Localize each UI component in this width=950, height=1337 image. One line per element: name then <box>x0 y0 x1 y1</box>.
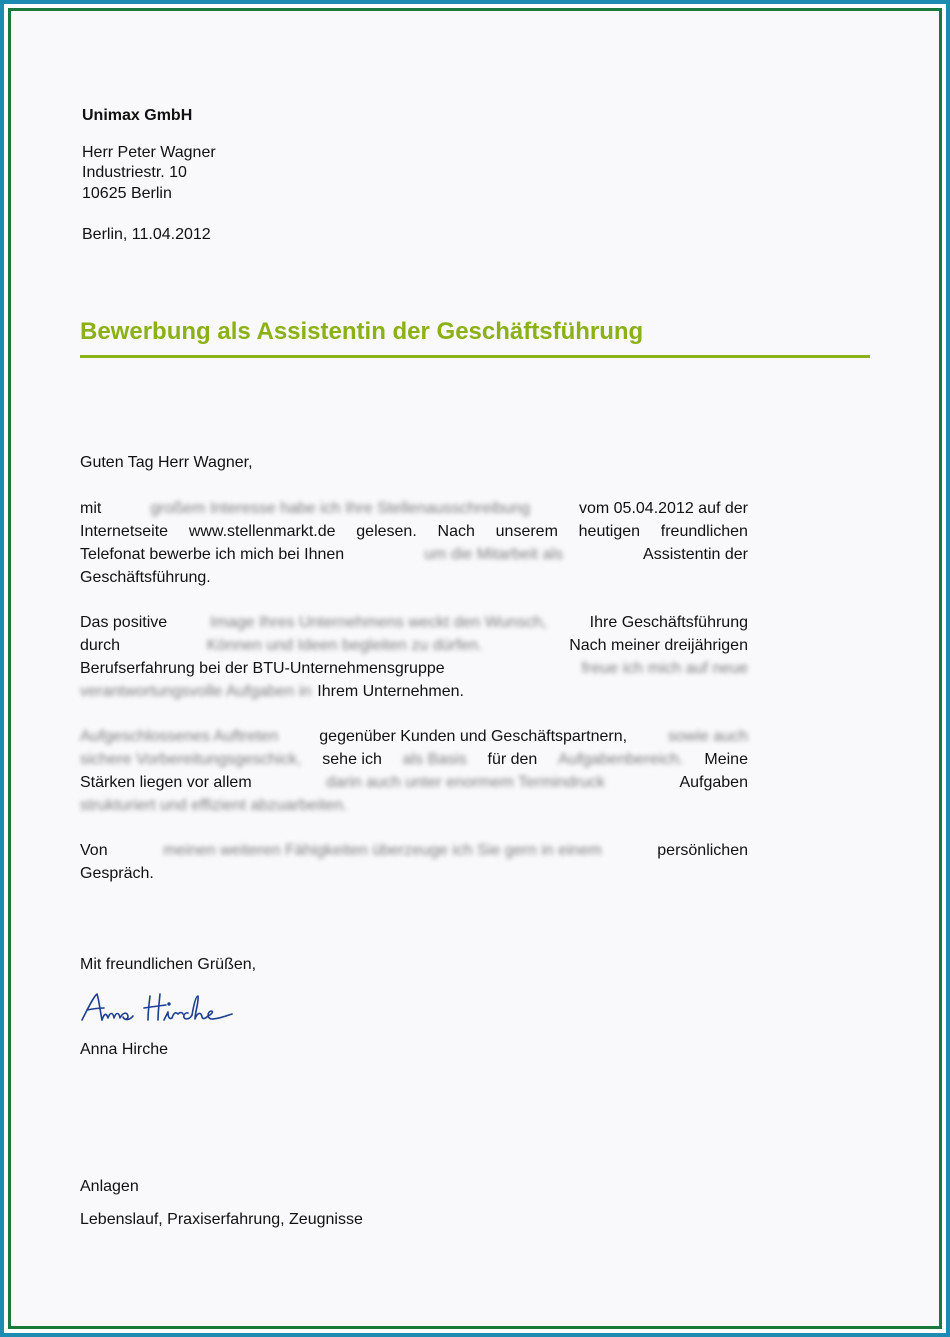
date-line: Berlin, 11.04.2012 <box>82 226 211 243</box>
redacted-text: Aufgabenbereich. <box>558 751 684 768</box>
attachments-list: Lebenslauf, Praxiserfahrung, Zeugnisse <box>80 1211 363 1228</box>
paragraph-1-line-3 <box>80 543 748 566</box>
recipient-street: Industriestr. 10 <box>82 164 187 181</box>
paragraph-1-line-2 <box>80 520 748 543</box>
redacted-text: strukturiert und effizient abzuarbeiten. <box>80 797 348 814</box>
text-segment: Geschäftsführung. <box>80 569 211 586</box>
paragraph-3-line-2 <box>80 748 748 771</box>
handwritten-signature <box>78 990 248 1030</box>
paragraph-2-line-1 <box>80 611 748 634</box>
paragraph-3-line-3 <box>80 771 748 794</box>
text-segment: Ihre Geschäftsführung <box>589 614 748 631</box>
redacted-text: als Basis <box>402 751 467 768</box>
recipient-city: 10625 Berlin <box>82 185 172 202</box>
word: www.stellenmarkt.de <box>188 523 336 540</box>
text-segment: für den <box>487 751 538 768</box>
text-segment: Telefonat bewerbe ich mich bei Ihnen <box>80 546 345 563</box>
word: gelesen. <box>356 523 417 540</box>
text-segment: mit <box>80 500 102 517</box>
redacted-text: Image Ihres Unternehmens weckt den Wunsch, <box>210 614 547 631</box>
word: Internetseite <box>80 523 169 540</box>
signer-name: Anna Hirche <box>80 1041 169 1058</box>
closing: Mit freundlichen Grüßen, <box>80 956 257 973</box>
subject-underline <box>80 355 870 358</box>
redacted-text: großem Interesse habe ich Ihre Stellenausschreibung <box>150 500 531 517</box>
paragraph-3-line-1 <box>80 725 748 748</box>
text-segment: Aufgaben <box>679 774 748 791</box>
paragraph-2-line-4 <box>80 680 748 703</box>
text-segment: gegenüber Kunden und Geschäftspartnern, <box>319 728 628 745</box>
paragraph-4-line-1 <box>80 839 748 862</box>
word: freundlichen <box>660 523 748 540</box>
text-segment: Berufserfahrung bei der BTU-Unternehmensgruppe <box>80 660 445 677</box>
text-segment: Assistentin der <box>643 546 748 563</box>
redacted-text: sowie auch <box>667 728 748 745</box>
text-segment: Stärken liegen vor allem <box>80 774 252 791</box>
paragraph-3-line-4 <box>80 794 748 817</box>
paragraph-3 <box>80 725 748 817</box>
redacted-text: verantwortungsvolle Aufgaben in <box>80 683 312 700</box>
word: unserem <box>495 523 558 540</box>
word: heutigen <box>578 523 641 540</box>
recipient-name: Herr Peter Wagner <box>82 144 216 161</box>
text-segment: Das positive <box>80 614 168 631</box>
redacted-text: Können und Ideen begleiten zu dürfen. <box>206 637 483 654</box>
text-segment: Gespräch. <box>80 865 154 882</box>
paragraph-1-line-1 <box>80 497 748 520</box>
paragraph-1-line-4 <box>80 566 748 589</box>
paragraph-2 <box>80 611 748 703</box>
text-segment: persönlichen <box>657 842 748 859</box>
redacted-text: sichere Vorbereitungsgeschick, <box>80 751 302 768</box>
company-name: Unimax GmbH <box>82 107 193 124</box>
text-segment: vom 05.04.2012 auf der <box>578 500 748 517</box>
redacted-text: darin auch unter enormem Termindruck <box>326 774 606 791</box>
text-segment: Nach meiner dreijährigen <box>569 637 748 654</box>
word: Nach <box>437 523 475 540</box>
redacted-text: freue ich mich auf neue <box>581 660 748 677</box>
subject-heading: Bewerbung als Assistentin der Geschäftsführung <box>80 318 644 345</box>
text-segment: Meine <box>704 751 748 768</box>
salutation: Guten Tag Herr Wagner, <box>80 454 253 471</box>
paragraph-2-line-3 <box>80 657 748 680</box>
text-segment: Ihrem Unternehmen. <box>317 683 464 700</box>
text-segment: Von <box>80 842 108 859</box>
text-segment: durch <box>80 637 121 654</box>
paragraph-2-line-2 <box>80 634 748 657</box>
paragraph-1 <box>80 497 748 589</box>
text-segment: sehe ich <box>322 751 382 768</box>
redacted-text: Aufgeschlossenes Auftreten <box>80 728 279 745</box>
redacted-text: um die Mitarbeit als <box>424 546 563 563</box>
paragraph-4-line-2 <box>80 862 748 885</box>
redacted-text: meinen weiteren Fähigkeiten überzeuge ich Sie gern in einem <box>163 842 602 859</box>
attachments-label: Anlagen <box>80 1178 139 1195</box>
paragraph-4 <box>80 839 748 885</box>
